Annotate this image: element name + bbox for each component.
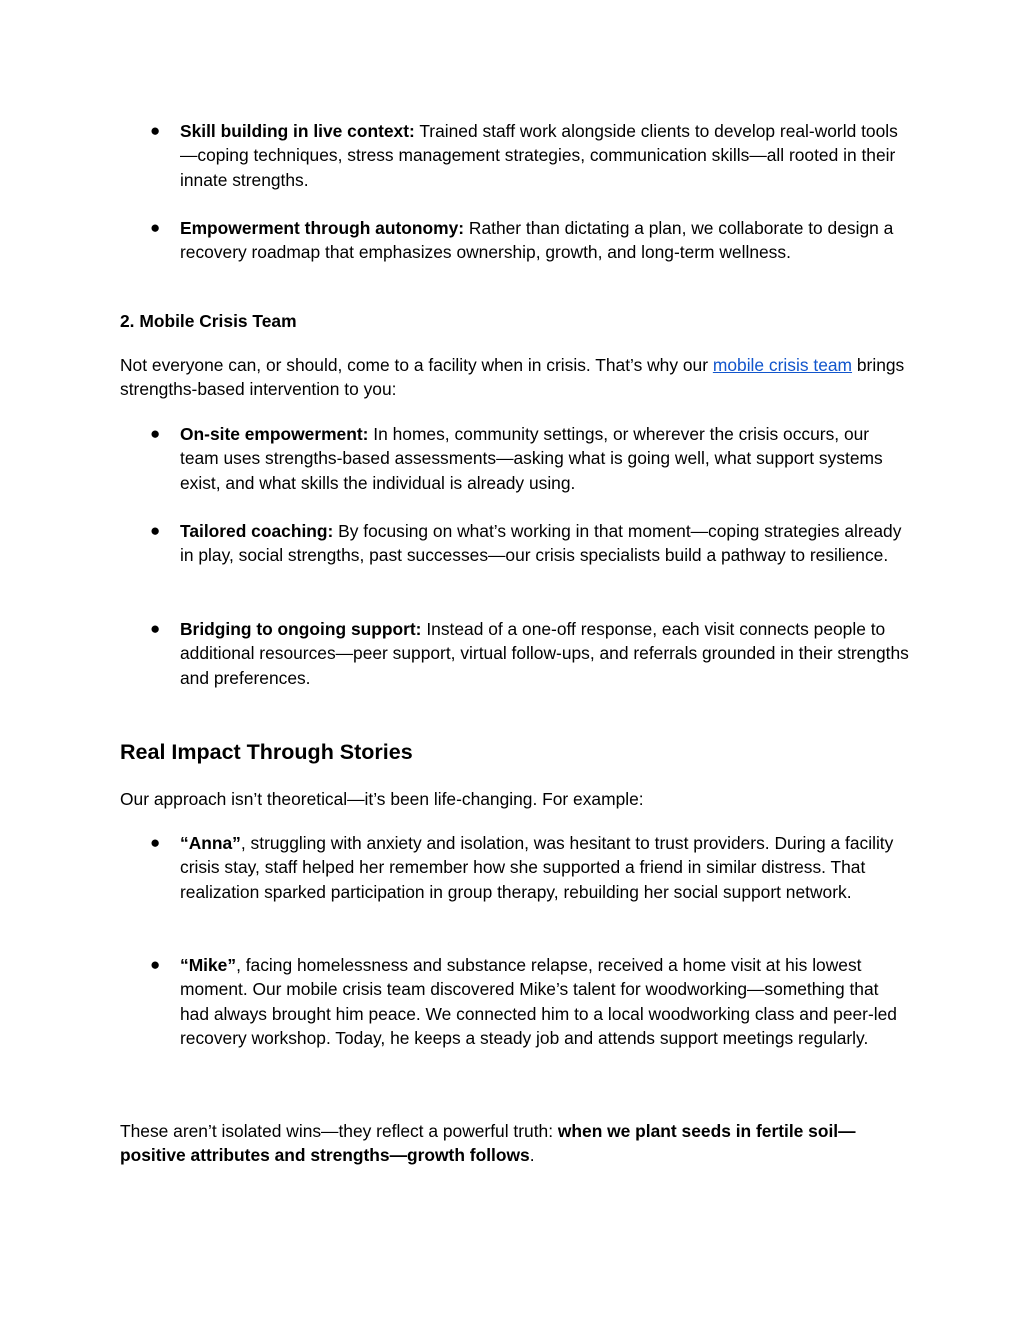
list-item-lead: Empowerment through autonomy:: [180, 218, 465, 238]
mobile-crisis-team-link[interactable]: mobile crisis team: [712, 355, 853, 375]
list-item-lead: Skill building in live context:: [180, 121, 415, 141]
list-item-lead: “Anna”: [180, 833, 241, 853]
list-item-lead: Tailored coaching:: [180, 521, 334, 541]
list-item-text: [180, 617, 910, 690]
closing-period: .: [529, 1145, 535, 1166]
bullet-icon: ●: [150, 121, 161, 140]
intro-text-after: brings strengths‑based intervention to you:: [120, 355, 905, 400]
bullet-icon: ●: [150, 955, 161, 974]
closing-text: These aren’t isolated wins—they reflect a powerful truth:: [120, 1121, 558, 1141]
list-item-body: , facing homelessness and substance relapse, received a home visit at his lowest moment. Our mobile crisis team discovered Mike’s talent for woodworking—something that had always brought him peace. We connected him to a local woodworking class and peer‑led recovery workshop. Today, he keeps a steady job and attends support meetings regularly.: [180, 955, 897, 1048]
bullet-icon: ●: [150, 619, 161, 638]
stories-intro-paragraph: Our approach isn’t theoretical—it’s been life‑changing. For example:: [120, 789, 644, 809]
list-item-lead: Bridging to ongoing support:: [180, 619, 422, 639]
closing-paragraph: [120, 1119, 910, 1168]
bullet-icon: ●: [150, 218, 161, 237]
list-item-body: Rather than dictating a plan, we collaborate to design a recovery roadmap that emphasizes ownership, growth, and long‑term wellness.: [180, 218, 894, 263]
section-heading: Real Impact Through Stories: [120, 740, 413, 764]
bullet-icon: ●: [150, 521, 161, 540]
section-title: 2. Mobile Crisis Team: [120, 311, 297, 331]
list-item-lead: “Mike”: [180, 955, 237, 975]
intro-text: Not everyone can, or should, come to a facility when in crisis. That’s why our: [120, 355, 713, 375]
bullet-icon: ●: [150, 833, 161, 852]
closing-emphasis: when we plant seeds in fertile soil—positive attributes and strengths—growth follows: [120, 1121, 856, 1166]
list-item-text: [180, 422, 910, 495]
list-item-text: [180, 519, 910, 568]
list-item-body: , struggling with anxiety and isolation, was hesitant to trust providers. During a facility crisis stay, staff helped her remember how she supported a friend in similar distress. That realization sparked participation in group therapy, rebuilding her social support network.: [180, 833, 894, 902]
bullet-icon: ●: [150, 424, 161, 443]
list-item-lead: On‑site empowerment:: [180, 424, 369, 444]
list-item-text: [180, 119, 910, 192]
list-item-body: By focusing on what’s working in that moment—coping strategies already in play, social strengths, past successes—our crisis specialists build a pathway to resilience.: [180, 521, 902, 566]
list-item-text: [180, 953, 910, 1050]
list-item-text: [180, 831, 910, 904]
list-item-body: In homes, community settings, or wherever the crisis occurs, our team uses strengths‑based assessments—asking what is going well, what support systems exist, and what skills the individual is already using.: [180, 424, 883, 493]
list-item-text: [180, 216, 910, 265]
list-item-body: Instead of a one‑off response, each visit connects people to additional resources—peer support, virtual follow-ups, and referrals grounded in their strengths and preferences.: [180, 619, 909, 688]
mobile-intro-paragraph: [120, 353, 910, 402]
list-item-body: Trained staff work alongside clients to develop real‑world tools—coping techniques, stress management strategies, communication skills—all rooted in their innate strengths.: [180, 121, 898, 190]
